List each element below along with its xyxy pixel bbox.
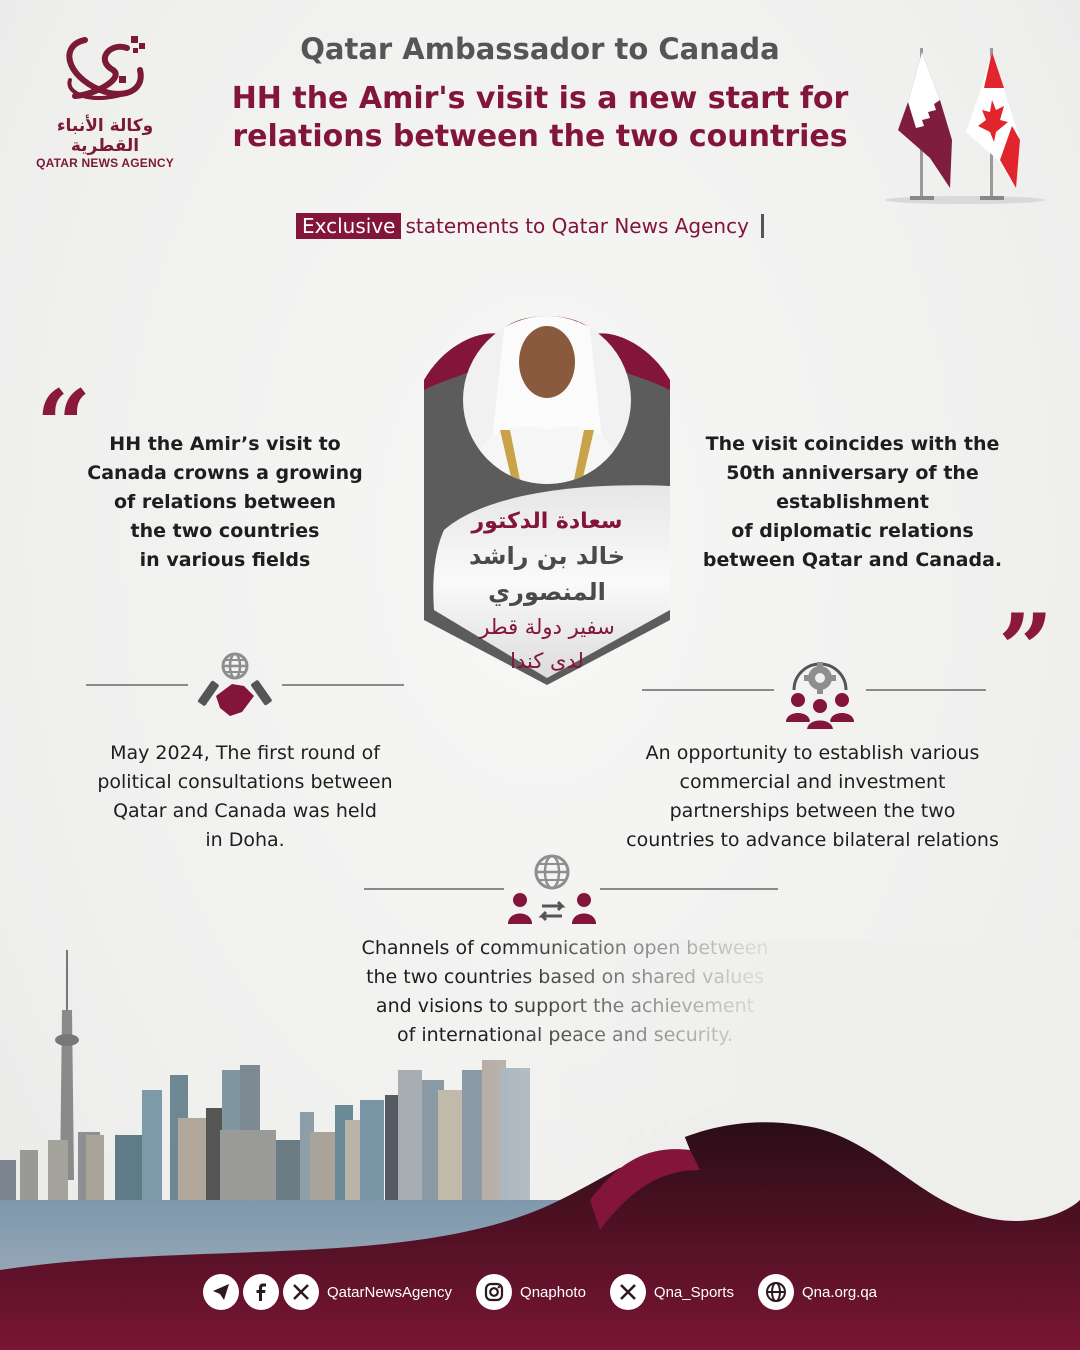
close-quote-icon: ” <box>998 593 1054 706</box>
exclusive-badge: Exclusive <box>296 213 401 239</box>
ambassador-name-block <box>424 506 670 678</box>
quote-left-line: Canada crowns a growing <box>87 462 363 484</box>
qna-emblem-icon <box>55 30 155 112</box>
point-line: An opportunity to establish various <box>645 742 980 764</box>
social-label[interactable]: Qna_Sports <box>653 1283 734 1301</box>
quote-left-line: in various fields <box>139 549 311 571</box>
point-line: in Doha. <box>205 829 285 851</box>
x-icon[interactable] <box>610 1274 646 1310</box>
point-line: political consultations between <box>97 771 393 793</box>
qatar-canada-flags-image <box>880 30 1050 205</box>
point-2-text <box>620 739 1005 855</box>
point-line: commercial and investment <box>679 771 946 793</box>
qna-logo <box>30 30 180 170</box>
title-line-1: HH the Amir's visit is a new start for <box>231 81 849 116</box>
exclusive-text: statements to Qatar News Agency <box>405 214 749 238</box>
divider-line <box>600 888 778 890</box>
page-subtitle: Qatar Ambassador to Canada <box>300 32 780 66</box>
social-group-qatarnewsagency[interactable] <box>203 1274 452 1310</box>
social-footer <box>0 1262 1080 1322</box>
quote-left-line: of relations between <box>113 491 337 513</box>
divider-line <box>86 684 188 686</box>
ambassador-title: سعادة الدكتور <box>471 509 623 534</box>
logo-arabic-name: وكالة الأنباء القطرية <box>56 116 154 156</box>
globe-exchange-people-icon <box>504 852 600 926</box>
x-icon[interactable] <box>283 1274 319 1310</box>
quote-left-line: the two countries <box>130 520 320 542</box>
quote-right-line: The visit coincides with the <box>705 433 1000 455</box>
point-2-header <box>642 650 986 730</box>
quote-right <box>700 430 1005 575</box>
point-3-header <box>362 852 780 926</box>
facebook-icon[interactable] <box>243 1274 279 1310</box>
social-group-qnaphoto[interactable] <box>476 1274 586 1310</box>
quote-right-line: of diplomatic relations <box>731 520 974 542</box>
divider-bar <box>761 214 764 238</box>
open-quote-icon: “ <box>36 369 92 482</box>
point-line: partnerships between the two <box>669 800 956 822</box>
point-1-header <box>86 650 404 720</box>
point-line: Qatar and Canada was held <box>113 800 377 822</box>
divider-line <box>642 689 774 691</box>
logo-english-name: QATAR NEWS AGENCY <box>36 156 174 170</box>
divider-line <box>866 689 986 691</box>
point-line: countries to advance bilateral relations <box>626 829 999 851</box>
instagram-icon[interactable] <box>476 1274 512 1310</box>
social-label[interactable]: Qna.org.qa <box>801 1283 878 1301</box>
ambassador-role-line-2: لدى كندا <box>510 649 584 673</box>
quote-left-line: HH the Amir’s visit to <box>109 433 341 455</box>
telegram-icon[interactable] <box>203 1274 239 1310</box>
title-line-2: relations between the two countries <box>232 119 848 154</box>
social-group-website[interactable] <box>758 1274 877 1310</box>
social-label[interactable]: QatarNewsAgency <box>326 1283 453 1301</box>
globe-icon[interactable] <box>758 1274 794 1310</box>
ambassador-name: خالد بن راشد المنصوري <box>468 542 625 606</box>
page-title <box>200 80 880 156</box>
globe-handshake-icon <box>188 650 282 720</box>
quote-right-line: 50th anniversary of the <box>726 462 979 484</box>
team-gear-icon <box>774 650 866 730</box>
quote-left <box>80 430 370 575</box>
social-label[interactable]: Qnaphoto <box>520 1283 586 1301</box>
quote-right-line: between Qatar and Canada. <box>702 549 1003 571</box>
point-line: May 2024, The first round of <box>110 742 380 764</box>
exclusive-statement-banner <box>296 212 764 240</box>
divider-line <box>364 888 504 890</box>
divider-line <box>282 684 404 686</box>
quote-right-line: establishment <box>776 491 929 513</box>
point-1-text <box>80 739 410 855</box>
social-group-qna-sports[interactable] <box>610 1274 734 1310</box>
ambassador-role-line-1: سفير دولة قطر <box>479 615 615 639</box>
